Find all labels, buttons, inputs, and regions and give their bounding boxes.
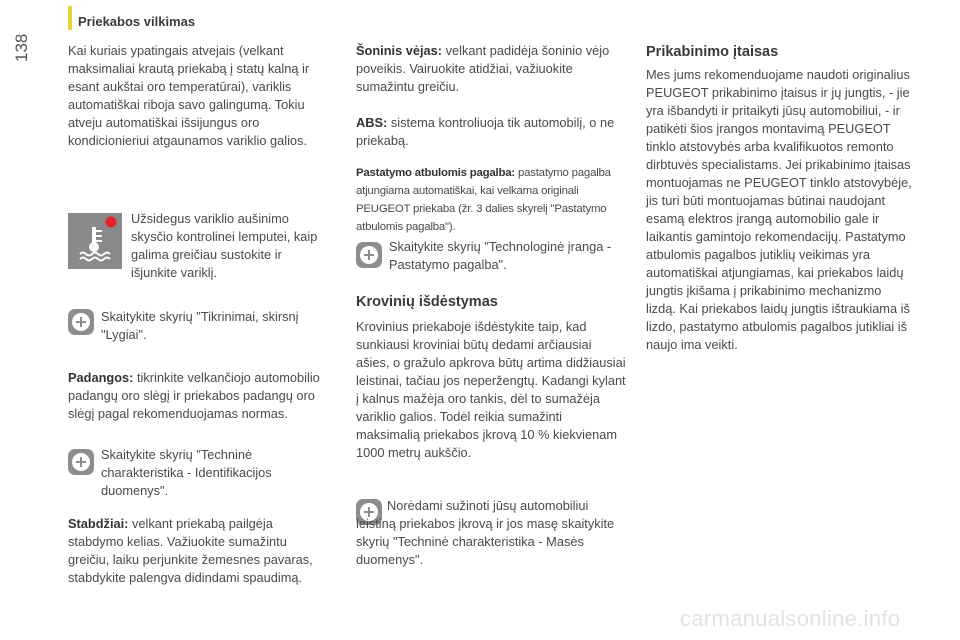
intro-paragraph: Kai kuriais ypatingais atvejais (velkant maksimaliai krautą priekabą į statų kalną ir esant aukštai oro temperatūrai), variklis automatiškai riboja savo galingumą. Tokiu atveju automatiškai išsijungus oro kondicionieriui atgaunamos variklio galios. xyxy=(68,43,310,148)
section-title: Priekabos vilkimas xyxy=(78,14,196,29)
brakes-text: velkant priekabą pailgėja stabdymo kelias. Važiuokite sumažintu greičiu, laiku perjunkite žemesnes pavaras, stabdykite palengva didindami spaudimą. xyxy=(68,516,313,585)
crosswind-text: velkant padidėja šoninio vėjo poveikis. Vairuokite atidžiai, važiuokite sumažintu greičiu. xyxy=(356,43,610,94)
reference-plus-icon xyxy=(356,242,382,268)
hitch-heading: Prikabinimo įtaisas xyxy=(646,44,779,60)
brakes-paragraph xyxy=(68,515,330,587)
plus-icon xyxy=(76,457,86,467)
plus-icon xyxy=(76,317,86,327)
coolant-warning-text: Užsidegus variklio aušinimo skysčio kontrolinei lemputei, kaip galima greičiau sustokite ir išjunkite variklį. xyxy=(131,211,318,280)
hitch-paragraph: Mes jums rekomenduojame naudoti originalius PEUGEOT prikabinimo įtaisus ir jų jungtis, - jie yra išbandyti ir pritaikyti jūsų automobiliui, - ir patikėti šios įrangos montavimą PEUGEOT tinklo atstovybės arba kvalifikuotos remonto dirbtuvės specialistams. Jei prikabinimo įtaisas montuojamas ne PEUGEOT tinklo atstovybėje, jis turi būti montuojamas būtinai naudojant esamą elektros įrangą automobilio gale ir laikantis gamintojo rekomendacijų. Pastatymo atbulomis pagalbos jutiklių veikimas yra automatiškai atjungiamas, kai priekabos laidų jungtis įkišama į prikabinimo mechanizmo lizdą. Kai priekabos laidų jungtis ištraukiama iš lizdo, pastatymo atbulomis pagalbos jutikliai iš naujo ima veikti. xyxy=(646,67,912,352)
coolant-temperature-warning-icon xyxy=(68,213,122,269)
reference-plus-icon xyxy=(68,449,94,475)
parking-label: Pastatymo atbulomis pagalba: xyxy=(356,167,515,179)
abs-paragraph xyxy=(356,114,624,150)
plus-icon xyxy=(364,250,374,260)
ref-technical-text: Skaitykite skyrių "Techninė charakteristika - Identifikacijos duomenys". xyxy=(101,447,272,498)
parking-text: pastatymo pagalba atjungiama automatiškai, kai velkama originali PEUGEOT priekaba (žr. 3 dalies skyrelį "Pastatymo atbulomis pagalba"). xyxy=(356,167,611,233)
brakes-label: Stabdžiai: xyxy=(68,516,129,531)
load-paragraph: Krovinius priekaboje išdėstykite taip, kad sunkiausi kroviniai būtų dedami arčiausiai ašies, o gražulo apkrova būtų artima didžiausiai leistinai, tačiau jos neperžengtų. Kadangi kylant į kalnus mažėja oro tankis, dėl to sumažėja variklio galios. Todėl reikia sumažinti maksimalią priekabos įkrovą 10 % kiekvienam 1000 metrų aukščio. xyxy=(356,319,626,460)
crosswind-paragraph xyxy=(356,42,624,96)
abs-text: sistema kontroliuoja tik automobilį, o ne priekabą. xyxy=(356,115,615,148)
ref-checks-text: Skaitykite skyrių "Tikrinimai, skirsnį "Lygiai". xyxy=(101,309,299,342)
ref-tech-equipment-text: Skaitykite skyrių "Technologinė įranga - Pastatymo pagalba". xyxy=(389,239,612,272)
abs-label: ABS: xyxy=(356,115,388,130)
page-number: 138 xyxy=(12,33,31,62)
parking-paragraph xyxy=(356,164,622,236)
section-accent-bar xyxy=(68,6,72,30)
tyres-label: Padangos: xyxy=(68,370,134,385)
crosswind-label: Šoninis vėjas: xyxy=(356,43,443,58)
reference-plus-icon xyxy=(68,309,94,335)
load-heading: Krovinių išdėstymas xyxy=(356,294,498,310)
ref-masses-text: Norėdami sužinoti jūsų automobiliui leistiną priekabos įkrovą ir jos masę skaitykite skyrių "Techninė charakteristika - Masės duomenys". xyxy=(356,498,615,567)
tyres-text: tikrinkite velkančiojo automobilio padangų oro slėgį ir priekabos padangų oro slėgį pagal rekomenduojamas normas. xyxy=(68,370,320,421)
tyres-paragraph xyxy=(68,369,338,423)
watermark: carmanualsonline.info xyxy=(680,606,901,631)
